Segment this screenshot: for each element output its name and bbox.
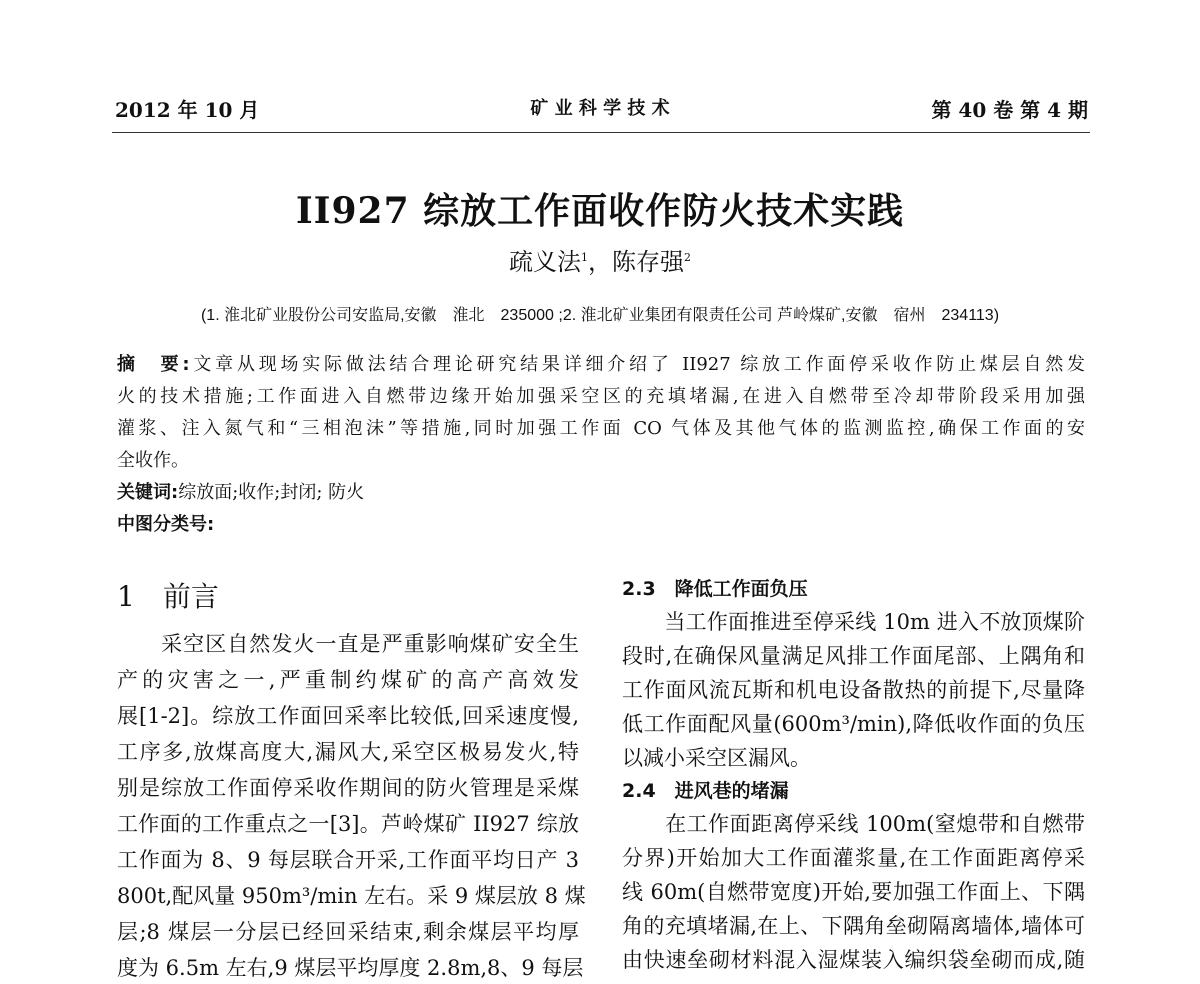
author-2: 陈存强 [612, 248, 684, 276]
abstract-line: 灌浆、注入氮气和“三相泡沫”等措施,同时加强工作面 CO 气体及其他气体的监测监控,确保工作面的安 [117, 418, 1085, 439]
abstract-line: 全收作。 [117, 450, 189, 471]
paragraph-line: 在工作面距离停采线 100m(窒熄带和自燃带 [622, 812, 1085, 836]
author-sep: ， [588, 248, 612, 276]
keywords-label: 关键词: [117, 482, 179, 503]
paragraph-line: 工作面的工作重点之一[3]。芦岭煤矿 II927 综放 [117, 812, 579, 836]
paragraph-line: 以减小采空区漏风。 [622, 746, 811, 770]
paragraph-line: 层;8 煤层一分层已经回采结束,剩余煤层平均厚 [117, 920, 579, 944]
authors [0, 248, 1200, 277]
paper-title: II927 综放工作面收作防火技术实践 [295, 190, 905, 232]
paragraph-line: 当工作面推进至停采线 10m 进入不放顶煤阶 [622, 610, 1085, 634]
paragraph-line: 工序多,放煤高度大,漏风大,采空区极易发火,特 [117, 740, 579, 764]
paragraph-line: 由快速垒砌材料混入湿煤装入编织袋垒砌而成,随 [622, 948, 1085, 972]
section-1-heading: 1 前言 [117, 580, 219, 613]
paragraph-line: 段时,在确保风量满足风排工作面尾部、上隅角和 [622, 644, 1085, 668]
header-journal: 矿 业 科 学 技 术 [530, 98, 670, 119]
header-rule [112, 132, 1090, 133]
abstract-line: 火的技术措施;工作面进入自燃带边缘开始加强采空区的充填堵漏,在进入自燃带至冷却带阶段采用加强 [117, 386, 1085, 407]
paragraph-line: 低工作面配风量(600m³/min),降低收作面的负压 [622, 712, 1085, 736]
paragraph-line: 采空区自然发火一直是严重影响煤矿安全生 [117, 632, 579, 656]
paragraph-line: 工作面风流瓦斯和机电设备散热的前提下,尽量降 [622, 678, 1085, 702]
abstract-line [117, 354, 1085, 376]
author-2-mark: 2 [684, 251, 691, 264]
paragraph-line: 800t,配风量 950m³/min 左右。采 9 煤层放 8 煤 [117, 884, 586, 908]
paragraph-line: 别是综放工作面停采收作期间的防火管理是采煤 [117, 776, 579, 800]
section-2-3-heading: 2.3 降低工作面负压 [622, 578, 808, 600]
paragraph-line: 产的灾害之一,严重制约煤矿的高产高效发 [117, 668, 579, 692]
author-1: 疏义法 [509, 248, 581, 276]
abstract-label: 摘 要: [117, 354, 190, 375]
paragraph-line: 线 60m(自燃带宽度)开始,要加强工作面上、下隅 [622, 880, 1085, 904]
header-date: 2012 年 10 月 [115, 98, 260, 122]
clc-label: 中图分类号: [117, 514, 215, 535]
keywords-value: 综放面;收作;封闭; 防火 [178, 482, 365, 503]
paragraph-line: 角的充填堵漏,在上、下隅角垒砌隔离墙体,墙体可 [622, 914, 1085, 938]
keywords [117, 482, 364, 504]
paragraph-line: 分界)开始加大工作面灌浆量,在工作面距离停采 [622, 846, 1085, 870]
paragraph-line: 展[1-2]。综放工作面回采率比较低,回采速度慢, [117, 704, 579, 728]
affiliation: (1. 淮北矿业股份公司安监局,安徽 淮北 235000 ;2. 淮北矿业集团有限责任公司 芦岭煤矿,安徽 宿州 234113) [200, 307, 1000, 324]
section-2-4-heading: 2.4 进风巷的堵漏 [622, 780, 789, 802]
abstract-text: 文章从现场实际做法结合理论研究结果详细介绍了 II927 综放工作面停采收作防止煤层自然发 [189, 354, 1085, 375]
author-1-mark: 1 [581, 251, 588, 264]
paragraph-line: 工作面为 8、9 每层联合开采,工作面平均日产 3 [117, 848, 579, 872]
header-issue: 第 40 卷 第 4 期 [931, 98, 1088, 122]
clc [117, 514, 214, 536]
paragraph-line: 度为 6.5m 左右,9 煤层平均厚度 2.8m,8、9 每层 [117, 956, 584, 980]
